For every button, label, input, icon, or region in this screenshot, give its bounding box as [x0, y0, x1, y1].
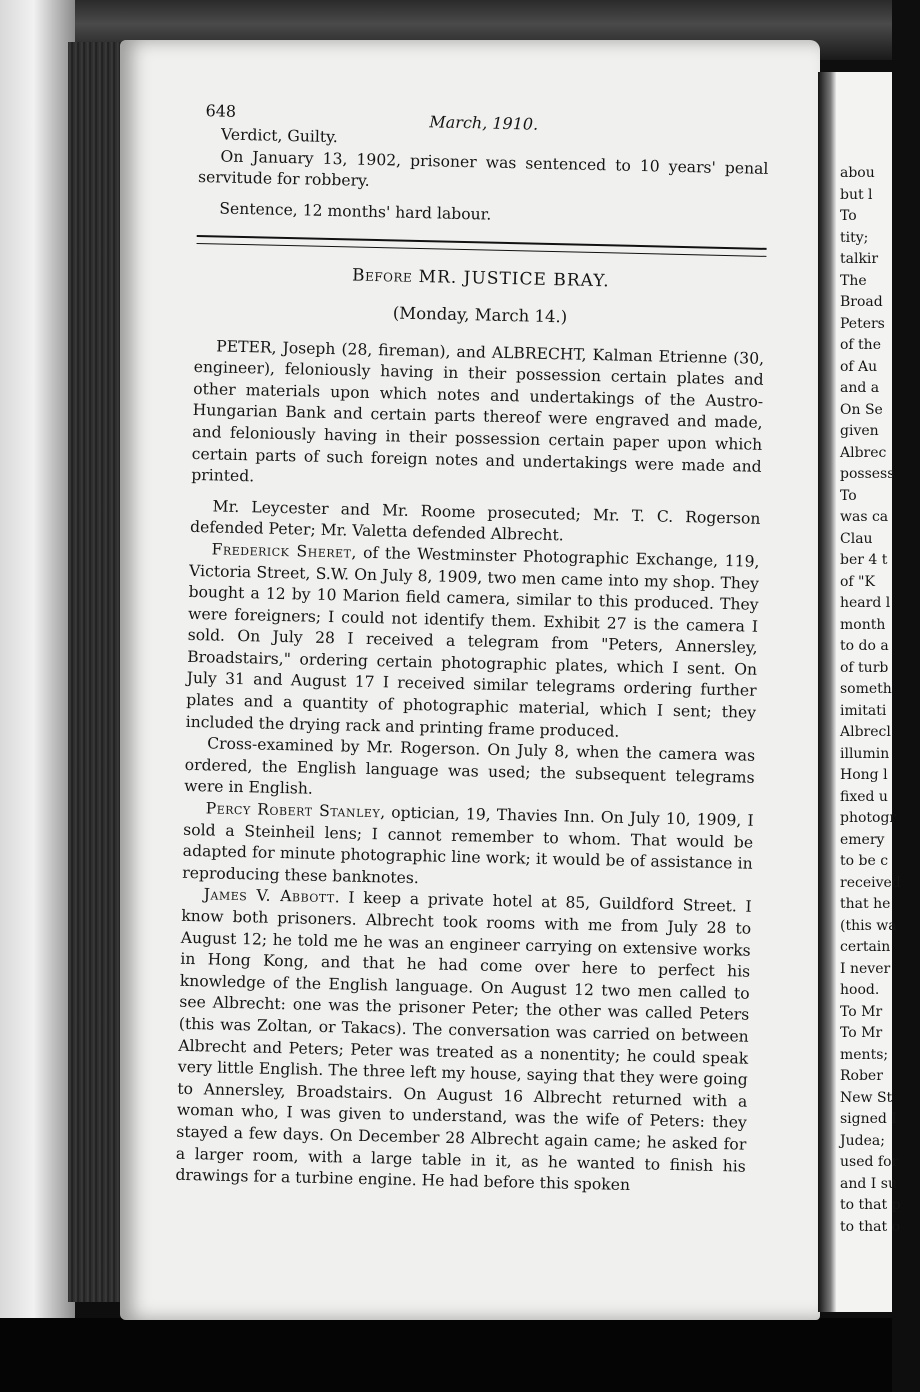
witness-name: James V. Abbott: [203, 885, 335, 907]
witness-name: Percy Robert Stanley: [205, 799, 381, 822]
facing-page-fragment: Clau: [840, 530, 873, 547]
facing-page-fragment: to be c: [840, 853, 889, 869]
sitting-date: (Monday, March 14.): [392, 303, 568, 327]
facing-page-fragment: (this wa: [840, 917, 897, 934]
witness-abbott-paragraph: [175, 884, 752, 1199]
facing-page-fragment: and I su: [840, 1175, 897, 1192]
facing-page-fragment: to that o: [840, 1218, 900, 1235]
facing-page-fragment: emery: [840, 831, 885, 848]
witness-name: Frederick Sheret: [211, 540, 352, 562]
witness-testimony: , of the Westminster Photographic Exchange, 119, Victoria Street, S.W. On July 8, 1909, two men came into my shop. They bought a 12 by 10 Marion field camera, similar to this produced. They were foreigners; I could not identify them. Exhibit 27 is the camera I sold. On July 28 I received a telegram from "Peters, Annersley, Broadstairs," ordering certain photographic plates, which I sent. On July 31 and August 17 I received similar telegrams ordering further plates and a quantity of photographic material, which I sent; they included the drying rack and printing frame produced.: [185, 543, 760, 741]
facing-page-fragment: ments;: [840, 1046, 889, 1063]
facing-page-fragment: Judea;: [840, 1132, 885, 1149]
indictment-paragraph: PETER, Joseph (28, fireman), and ALBRECHT, Kalman Etrienne (30, engineer), feloniously having in their possession certain plates and other materials upon which notes and undertakings of the Austro-Hungarian Bank and certain parts thereof were engraved and made, and feloniously having in their possession certain paper upon which certain parts of such foreign notes and undertakings were made and printed.: [191, 336, 765, 486]
section-divider: [197, 235, 767, 257]
facing-page-fragment: possess: [840, 466, 895, 482]
facing-page-fragment: Hong l: [840, 767, 888, 783]
facing-page-fragment: The: [840, 272, 867, 289]
facing-page-fragment: Peters: [840, 315, 885, 332]
facing-page-fragment: New St: [840, 1089, 893, 1106]
page-number: 648: [205, 101, 237, 121]
witness-stanley-paragraph: [182, 798, 754, 897]
facing-page-fragment: of the: [840, 337, 881, 353]
facing-page-fragment: To Mr: [840, 1003, 883, 1020]
facing-page-fragment: On Se: [840, 401, 883, 418]
facing-page-fragment: certain: [840, 939, 891, 955]
facing-page-fragment: someth: [840, 681, 892, 697]
court-heading: [196, 262, 766, 297]
facing-page-fragment: imitati: [840, 702, 887, 719]
witness-sheret-paragraph: [185, 539, 759, 746]
facing-page-fragment: To: [840, 487, 857, 504]
page-content: [175, 92, 770, 1199]
facing-page-fragment: given: [840, 423, 879, 439]
verdict-line: Verdict, Guilty.: [220, 125, 339, 147]
facing-page-fragment: of "K: [840, 573, 875, 590]
facing-page-fragment: to that p: [840, 1197, 901, 1213]
facing-page-fragment: Broad: [840, 294, 883, 310]
facing-page-fragment: that he: [840, 896, 891, 912]
prior-conviction: On January 13, 1902, prisoner was sentenced to 10 years' penal servitude for robbery.: [197, 147, 769, 191]
sentence-line: Sentence, 12 months' hard labour.: [219, 199, 492, 224]
cross-examination-text: Cross-examined by Mr. Rogerson. On July 8, when the camera was ordered, the English language was used; the subsequent telegrams were in English.: [184, 734, 756, 799]
court-heading-judge: MR. JUSTICE BRAY.: [418, 267, 610, 292]
facing-page-fragment: To Mr: [840, 1025, 883, 1041]
facing-page-fragment: received: [840, 874, 901, 891]
facing-page-fragment: fixed u: [840, 788, 888, 805]
facing-page-fragment: tity;: [840, 229, 869, 246]
facing-page-fragment: Albrecl: [840, 724, 891, 740]
facing-page-fragment: To: [840, 208, 857, 224]
facing-page-fragment: illumin: [840, 745, 890, 762]
facing-page-fragment: ber 4 t: [840, 552, 888, 568]
counsel-paragraph: Mr. Leycester and Mr. Roome prosecuted; Mr. T. C. Rogerson defended Peter; Mr. Valetta defended Albrecht.: [189, 497, 761, 545]
facing-page-fragment: photogr: [840, 810, 897, 826]
facing-page-fragment: Albrec: [840, 444, 887, 461]
facing-page-fragment: heard l: [840, 595, 891, 611]
witness-testimony: , optician, 19, Thavies Inn. On July 10, 1909, I sold a Steinheil lens; I cannot remember to whom. That would be adapted for minute photographic line work; it would be of assistance in reproducing these banknotes.: [182, 803, 754, 887]
court-heading-prefix: Before: [351, 265, 413, 288]
facing-page: [818, 72, 901, 1312]
facing-page-fragment: I never: [840, 960, 891, 977]
facing-page-fragment: month: [840, 616, 886, 633]
facing-page-fragment: talkir: [840, 251, 879, 267]
scan-background-left: [0, 0, 75, 1392]
facing-page-fragment: hood.: [840, 982, 880, 998]
running-head: March, 1910.: [429, 112, 539, 134]
facing-page-fragment: but l: [840, 186, 873, 203]
facing-page-fragment: used for: [840, 1154, 899, 1170]
facing-page-fragment: to do a: [840, 638, 889, 654]
facing-page-fragment: of turb: [840, 659, 889, 676]
facing-page-fragment: signed I: [840, 1111, 897, 1127]
witness-testimony: . I keep a private hotel at 85, Guildford Street. I know both prisoners. Albrecht took rooms with me from July 28 to August 12; he told me he was an engineer carrying on extensive works in Hong Kong, and that he had come over here to perfect his knowledge of the English language. On August 12 two men called to see Albrecht: one was the prisoner Peter; the other was called Peters (this was Zoltan, or Takacs). The conversation was carried on between Albrecht and Peters; Peter was treated as a nonentity; he could speak very little English. The three left my house, saying that they were going to Annersley, Broadstairs. On August 16 Albrecht returned with a woman who, I was given to understand, was the wife of Peters: they stayed a few days. On December 28 Albrecht again came; he asked for a larger room, with a large table in it, as he wanted to finish his drawings for a turbine engine. He had before this spoken: [175, 888, 752, 1195]
facing-page-fragment: of Au: [840, 358, 878, 375]
scan-background-bottom: [0, 1318, 892, 1392]
facing-page-fragment: abou: [840, 165, 875, 181]
facing-page-fragment: was ca: [840, 509, 889, 525]
facing-page-gutter: [818, 72, 836, 1312]
facing-page-fragment: Rober: [840, 1068, 883, 1084]
facing-page-fragment: and a: [840, 380, 880, 396]
